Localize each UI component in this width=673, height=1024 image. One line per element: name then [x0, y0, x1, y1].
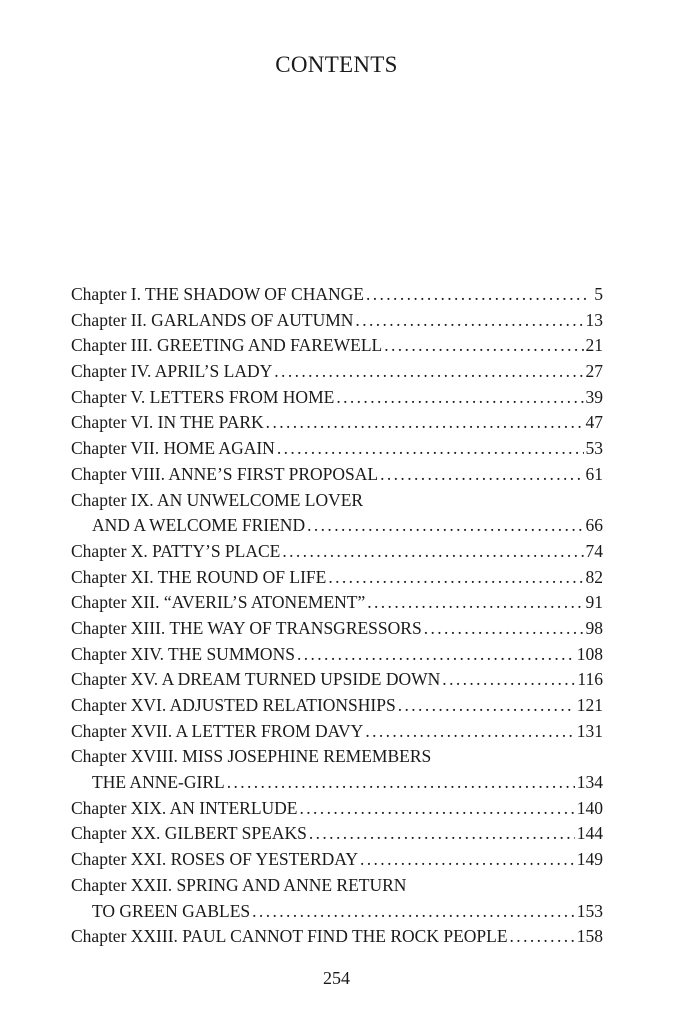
dot-leader — [227, 770, 575, 796]
dot-leader — [252, 899, 575, 925]
toc-entry-title: Chapter VII. HOME AGAIN — [71, 438, 275, 459]
toc-entry — [71, 590, 603, 616]
page-title: CONTENTS — [275, 52, 398, 77]
dot-leader — [277, 436, 584, 462]
page-number: 254 — [323, 968, 350, 988]
toc-entry-title: Chapter XIX. AN INTERLUDE — [71, 797, 298, 818]
toc-entry — [71, 719, 603, 745]
toc-entry — [71, 488, 603, 514]
toc-entry — [71, 333, 603, 359]
toc-entry — [71, 642, 603, 668]
toc-entry — [71, 821, 603, 847]
toc-entry-continuation: THE ANNE-GIRL — [92, 772, 225, 793]
toc-entry-title: Chapter XIII. THE WAY OF TRANSGRESSORS — [71, 617, 422, 638]
toc-entry-page: 116 — [577, 669, 603, 690]
toc-entry-page: 108 — [576, 643, 603, 664]
dot-leader — [274, 359, 583, 385]
toc-entry-page: 134 — [576, 772, 603, 793]
toc-entry — [71, 359, 603, 385]
dot-leader — [299, 796, 574, 822]
toc-entry-title: Chapter XVIII. MISS JOSEPHINE REMEMBERS — [71, 746, 432, 767]
table-of-contents — [71, 282, 603, 950]
toc-entry-title: Chapter III. GREETING AND FAREWELL — [71, 335, 383, 356]
toc-entry — [71, 744, 603, 770]
dot-leader — [307, 513, 583, 539]
toc-entry-page: 91 — [585, 592, 603, 613]
dot-leader — [360, 847, 575, 873]
toc-entry-page: 140 — [576, 797, 603, 818]
toc-entry-continuation-line — [71, 899, 603, 925]
dot-leader — [309, 821, 575, 847]
toc-entry-page: 153 — [576, 900, 603, 921]
toc-entry-page: 121 — [576, 695, 603, 715]
dot-leader — [266, 410, 584, 436]
toc-entry-title: Chapter XIV. THE SUMMONS — [71, 643, 295, 664]
dot-leader — [355, 308, 583, 334]
toc-entry-title: Chapter XXIII. PAUL CANNOT FIND THE ROCK PEOPLE — [71, 926, 508, 947]
dot-leader — [336, 385, 583, 411]
toc-entry-page: 144 — [576, 823, 603, 844]
toc-entry-title: Chapter VI. IN THE PARK — [71, 412, 264, 433]
toc-entry-page: 47 — [585, 412, 603, 433]
toc-entry — [71, 462, 603, 488]
toc-entry-page: 66 — [585, 515, 603, 536]
dot-leader — [398, 693, 575, 719]
toc-entry-page: 39 — [585, 386, 603, 407]
toc-entry-title: Chapter IX. AN UNWELCOME LOVER — [71, 489, 364, 510]
toc-entry — [71, 436, 603, 462]
toc-entry-title: Chapter XVI. ADJUSTED RELATIONSHIPS — [71, 695, 396, 715]
toc-entry-title: Chapter XXI. ROSES OF YESTERDAY — [71, 849, 358, 870]
toc-entry-title: Chapter XXII. SPRING AND ANNE RETURN — [71, 874, 407, 895]
toc-entry-page: 61 — [585, 463, 603, 484]
toc-entry-page: 21 — [585, 335, 603, 356]
toc-entry — [71, 667, 603, 693]
toc-entry-continuation: TO GREEN GABLES — [92, 900, 251, 921]
toc-entry-page: 98 — [585, 617, 603, 638]
dot-leader — [424, 616, 584, 642]
toc-entry-title: Chapter XVII. A LETTER FROM DAVY — [71, 720, 364, 741]
toc-entry — [71, 282, 603, 308]
toc-entry — [71, 796, 603, 822]
toc-entry-continuation-line — [71, 513, 603, 539]
toc-entry — [71, 385, 603, 411]
toc-entry-page: 53 — [585, 438, 603, 459]
toc-entry — [71, 565, 603, 591]
toc-entry — [71, 873, 603, 899]
toc-entry-title: Chapter I. THE SHADOW OF CHANGE — [71, 284, 364, 304]
toc-entry-page: 131 — [576, 720, 603, 741]
toc-entry — [71, 539, 603, 565]
toc-entry-title: Chapter XII. “AVERIL’S ATONEMENT” — [71, 592, 366, 613]
toc-entry-title: Chapter VIII. ANNE’S FIRST PROPOSAL — [71, 463, 379, 484]
dot-leader — [297, 642, 575, 668]
toc-entry — [71, 616, 603, 642]
toc-entry-title: Chapter II. GARLANDS OF AUTUMN — [71, 309, 354, 330]
dot-leader — [328, 565, 583, 591]
toc-entry — [71, 847, 603, 873]
dot-leader — [510, 924, 575, 950]
dot-leader — [367, 590, 583, 616]
dot-leader — [380, 462, 583, 488]
toc-entry-page: 74 — [585, 540, 603, 561]
toc-entry-title: Chapter XX. GILBERT SPEAKS — [71, 823, 307, 844]
dot-leader — [366, 282, 587, 308]
toc-entry-title: Chapter XI. THE ROUND OF LIFE — [71, 566, 327, 587]
toc-entry — [71, 410, 603, 436]
toc-entry-continuation-line — [71, 770, 603, 796]
toc-entry-page: 82 — [585, 566, 603, 587]
toc-entry — [71, 693, 603, 719]
dot-leader — [384, 333, 583, 359]
toc-entry-title: Chapter V. LETTERS FROM HOME — [71, 386, 335, 407]
toc-entry-title: Chapter XV. A DREAM TURNED UPSIDE DOWN — [71, 669, 441, 690]
toc-entry-page: 13 — [585, 309, 603, 330]
dot-leader — [282, 539, 583, 565]
dot-leader — [365, 719, 574, 745]
toc-entry-continuation: AND A WELCOME FRIEND — [92, 515, 306, 536]
toc-entry-page: 27 — [585, 361, 603, 382]
toc-entry — [71, 924, 603, 950]
toc-entry-page: 149 — [576, 849, 603, 870]
toc-entry — [71, 308, 603, 334]
toc-entry-page: 5 — [594, 284, 603, 304]
toc-entry-title: Chapter X. PATTY’S PLACE — [71, 540, 281, 561]
toc-entry-page: 158 — [576, 926, 603, 947]
dot-leader — [442, 667, 575, 693]
toc-entry-title: Chapter IV. APRIL’S LADY — [71, 361, 273, 382]
